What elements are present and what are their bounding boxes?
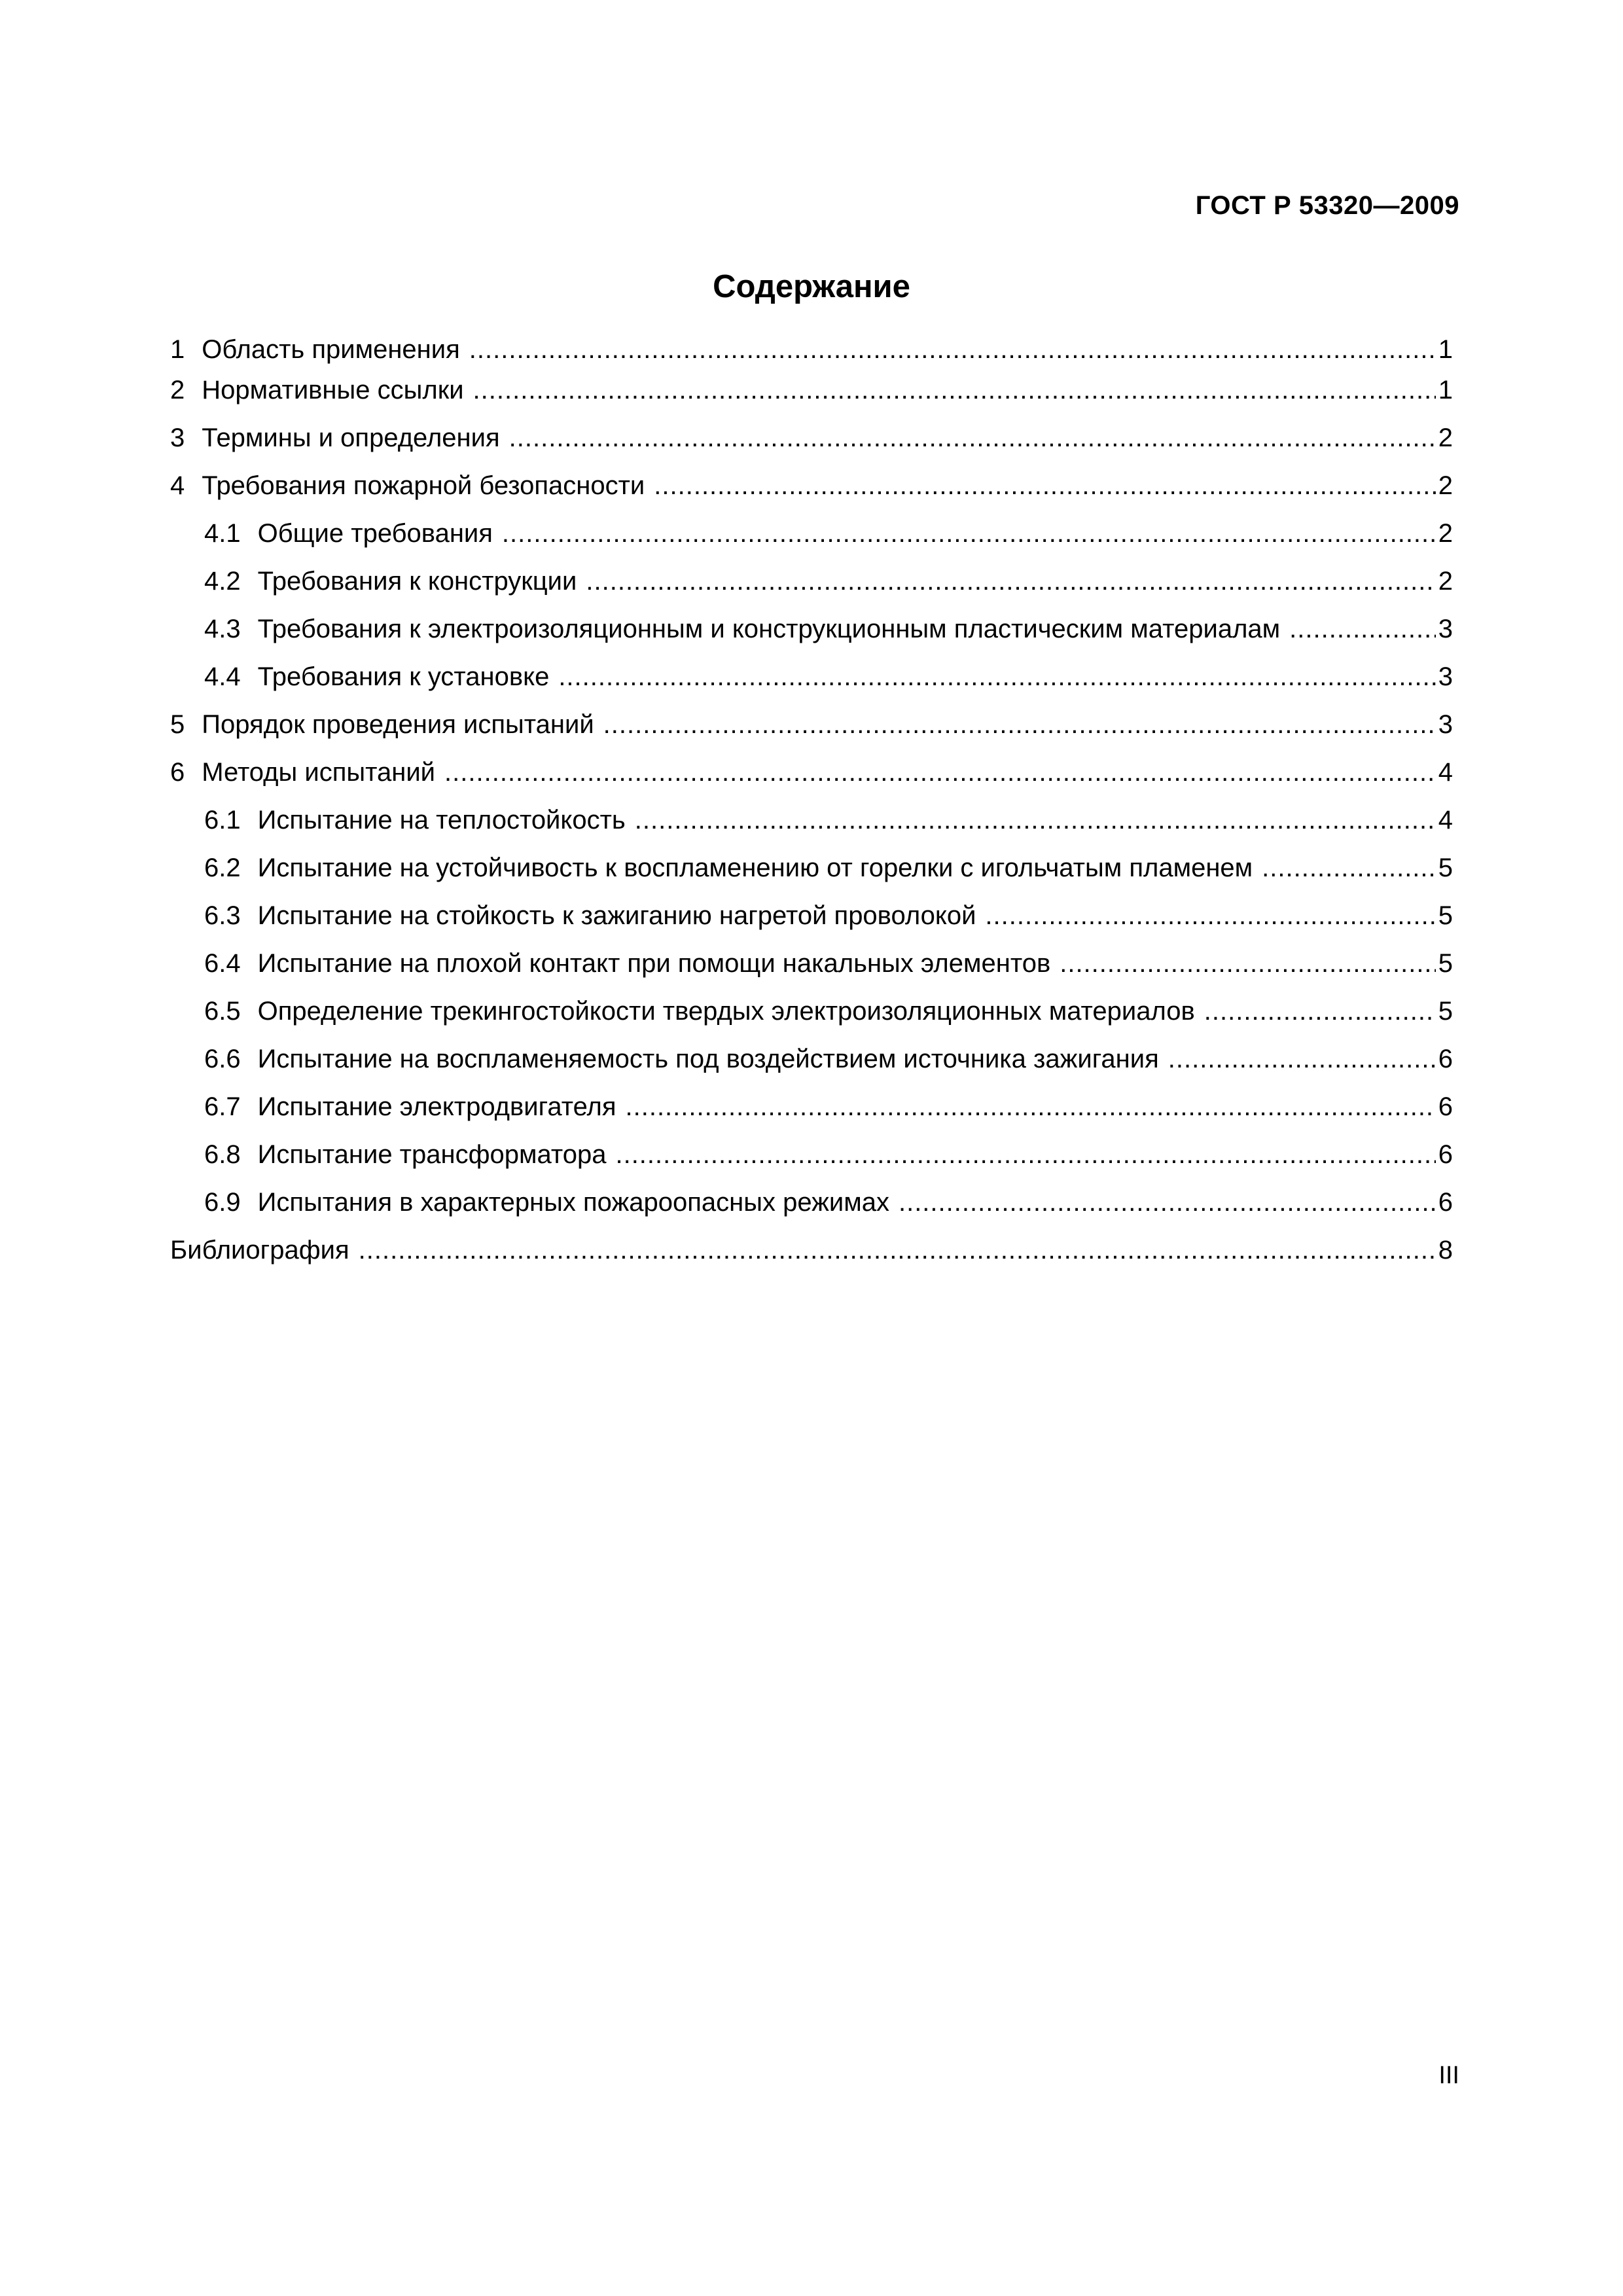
toc-entry-6-5[interactable]: [170, 996, 1453, 1027]
toc-leader-dots: [985, 900, 1435, 931]
toc-entry-number: 6.6: [204, 1045, 241, 1073]
toc-entry-number: 4.4: [204, 662, 241, 691]
toc-entry-label: Библиография: [170, 1236, 349, 1265]
toc-entry-number: 4.2: [204, 567, 241, 596]
toc-entry-label: Испытание электродвигателя: [257, 1092, 616, 1121]
toc-entry-label: Термины и определения: [202, 423, 500, 452]
toc-entry-number: 6.9: [204, 1188, 241, 1217]
toc-entry-number: 6.8: [204, 1140, 241, 1169]
toc-entry-6-1[interactable]: [170, 804, 1453, 836]
toc-leader-dots: [625, 1091, 1435, 1122]
toc-entry-number: 4.1: [204, 519, 241, 548]
toc-entry-page: 3: [1438, 710, 1453, 739]
toc-entry-6-6[interactable]: [170, 1043, 1453, 1075]
toc-entry-page: 1: [1438, 376, 1453, 404]
toc-entry-page: 3: [1438, 615, 1453, 643]
toc-entry-6-7[interactable]: [170, 1091, 1453, 1122]
toc-entry-page: 4: [1438, 758, 1453, 787]
toc-entry-label: Порядок проведения испытаний: [202, 710, 594, 739]
toc-entry-number: 6.7: [204, 1092, 241, 1121]
toc-entry-5[interactable]: [170, 709, 1453, 740]
toc-entry-page: 6: [1438, 1045, 1453, 1073]
toc-leader-dots: [654, 470, 1435, 501]
toc-entry-page: 5: [1438, 901, 1453, 930]
toc-entry-6-8[interactable]: [170, 1139, 1453, 1170]
table-of-contents: [170, 334, 1453, 1282]
toc-entry-page: 2: [1438, 567, 1453, 596]
toc-entry-page: 2: [1438, 471, 1453, 500]
toc-entry-number: 6.1: [204, 806, 241, 834]
toc-entry-6-3[interactable]: [170, 900, 1453, 931]
toc-entry-page: 6: [1438, 1188, 1453, 1217]
document-code: ГОСТ Р 53320—2009: [1195, 191, 1459, 220]
toc-leader-dots: [469, 334, 1436, 365]
toc-entry-number: 2: [170, 376, 185, 404]
toc-entry-4-1[interactable]: [170, 518, 1453, 549]
toc-entry-4-3[interactable]: [170, 613, 1453, 645]
toc-entry-4[interactable]: [170, 470, 1453, 501]
toc-leader-dots: [359, 1234, 1436, 1266]
toc-entry-label: Требования к конструкции: [257, 567, 577, 596]
toc-entry-page: 5: [1438, 853, 1453, 882]
toc-entry-label: Определение трекингостойкости твердых электроизоляционных материалов: [257, 997, 1195, 1026]
toc-entry-label: Требования к электроизоляционным и конструкционным пластическим материалам: [257, 615, 1281, 643]
toc-entry-4-2[interactable]: [170, 565, 1453, 597]
toc-entry-2[interactable]: [170, 374, 1453, 406]
toc-entry-4-4[interactable]: [170, 661, 1453, 692]
toc-entry-number: 6.4: [204, 949, 241, 978]
toc-title: Содержание: [713, 269, 910, 304]
toc-entry-bibliography[interactable]: [170, 1234, 1453, 1266]
toc-entry-label: Испытания в характерных пожароопасных режимах: [257, 1188, 889, 1217]
toc-leader-dots: [1204, 996, 1436, 1027]
toc-entry-label: Испытание на устойчивость к воспламенению от горелки с игольчатым пламенем: [257, 853, 1253, 882]
toc-entry-number: 6: [170, 758, 185, 787]
toc-entry-number: 6.2: [204, 853, 241, 882]
toc-entry-6-2[interactable]: [170, 852, 1453, 884]
toc-entry-label: Область применения: [202, 335, 460, 364]
toc-entry-number: 4: [170, 471, 185, 500]
toc-entry-6-9[interactable]: [170, 1187, 1453, 1218]
toc-leader-dots: [1168, 1043, 1436, 1075]
toc-leader-dots: [1289, 613, 1436, 645]
toc-entry-6-4[interactable]: [170, 948, 1453, 979]
toc-entry-label: Методы испытаний: [202, 758, 436, 787]
toc-entry-label: Нормативные ссылки: [202, 376, 464, 404]
toc-entry-6[interactable]: [170, 757, 1453, 788]
toc-entry-label: Испытание трансформатора: [257, 1140, 607, 1169]
toc-entry-page: 6: [1438, 1092, 1453, 1121]
toc-entry-page: 1: [1438, 335, 1453, 364]
toc-entry-page: 3: [1438, 662, 1453, 691]
toc-leader-dots: [1060, 948, 1436, 979]
toc-entry-page: 8: [1438, 1236, 1453, 1265]
toc-entry-number: 6.5: [204, 997, 241, 1026]
toc-entry-page: 2: [1438, 519, 1453, 548]
toc-entry-number: 3: [170, 423, 185, 452]
toc-leader-dots: [1262, 852, 1436, 884]
toc-leader-dots: [586, 565, 1435, 597]
toc-entry-page: 5: [1438, 949, 1453, 978]
toc-entry-label: Испытание на теплостойкость: [257, 806, 626, 834]
toc-entry-label: Требования пожарной безопасности: [202, 471, 645, 500]
toc-entry-page: 4: [1438, 806, 1453, 834]
toc-entry-3[interactable]: [170, 422, 1453, 454]
toc-entry-label: Испытание на плохой контакт при помощи накальных элементов: [257, 949, 1051, 978]
toc-entry-number: 5: [170, 710, 185, 739]
toc-entry-number: 6.3: [204, 901, 241, 930]
toc-leader-dots: [615, 1139, 1435, 1170]
toc-entry-page: 5: [1438, 997, 1453, 1026]
toc-entry-label: Испытание на стойкость к зажиганию нагретой проволокой: [257, 901, 976, 930]
toc-entry-page: 6: [1438, 1140, 1453, 1169]
toc-leader-dots: [603, 709, 1436, 740]
toc-leader-dots: [558, 661, 1435, 692]
page-number: III: [1438, 2062, 1459, 2089]
toc-entry-label: Общие требования: [257, 519, 493, 548]
toc-leader-dots: [509, 422, 1436, 454]
toc-entry-1[interactable]: [170, 334, 1453, 365]
toc-leader-dots: [444, 757, 1436, 788]
toc-leader-dots: [502, 518, 1436, 549]
toc-entry-label: Требования к установке: [257, 662, 550, 691]
toc-leader-dots: [473, 374, 1436, 406]
toc-entry-label: Испытание на воспламеняемость под воздействием источника зажигания: [257, 1045, 1159, 1073]
toc-entry-page: 2: [1438, 423, 1453, 452]
toc-entry-number: 1: [170, 335, 185, 364]
toc-leader-dots: [899, 1187, 1436, 1218]
toc-leader-dots: [635, 804, 1436, 836]
toc-entry-number: 4.3: [204, 615, 241, 643]
